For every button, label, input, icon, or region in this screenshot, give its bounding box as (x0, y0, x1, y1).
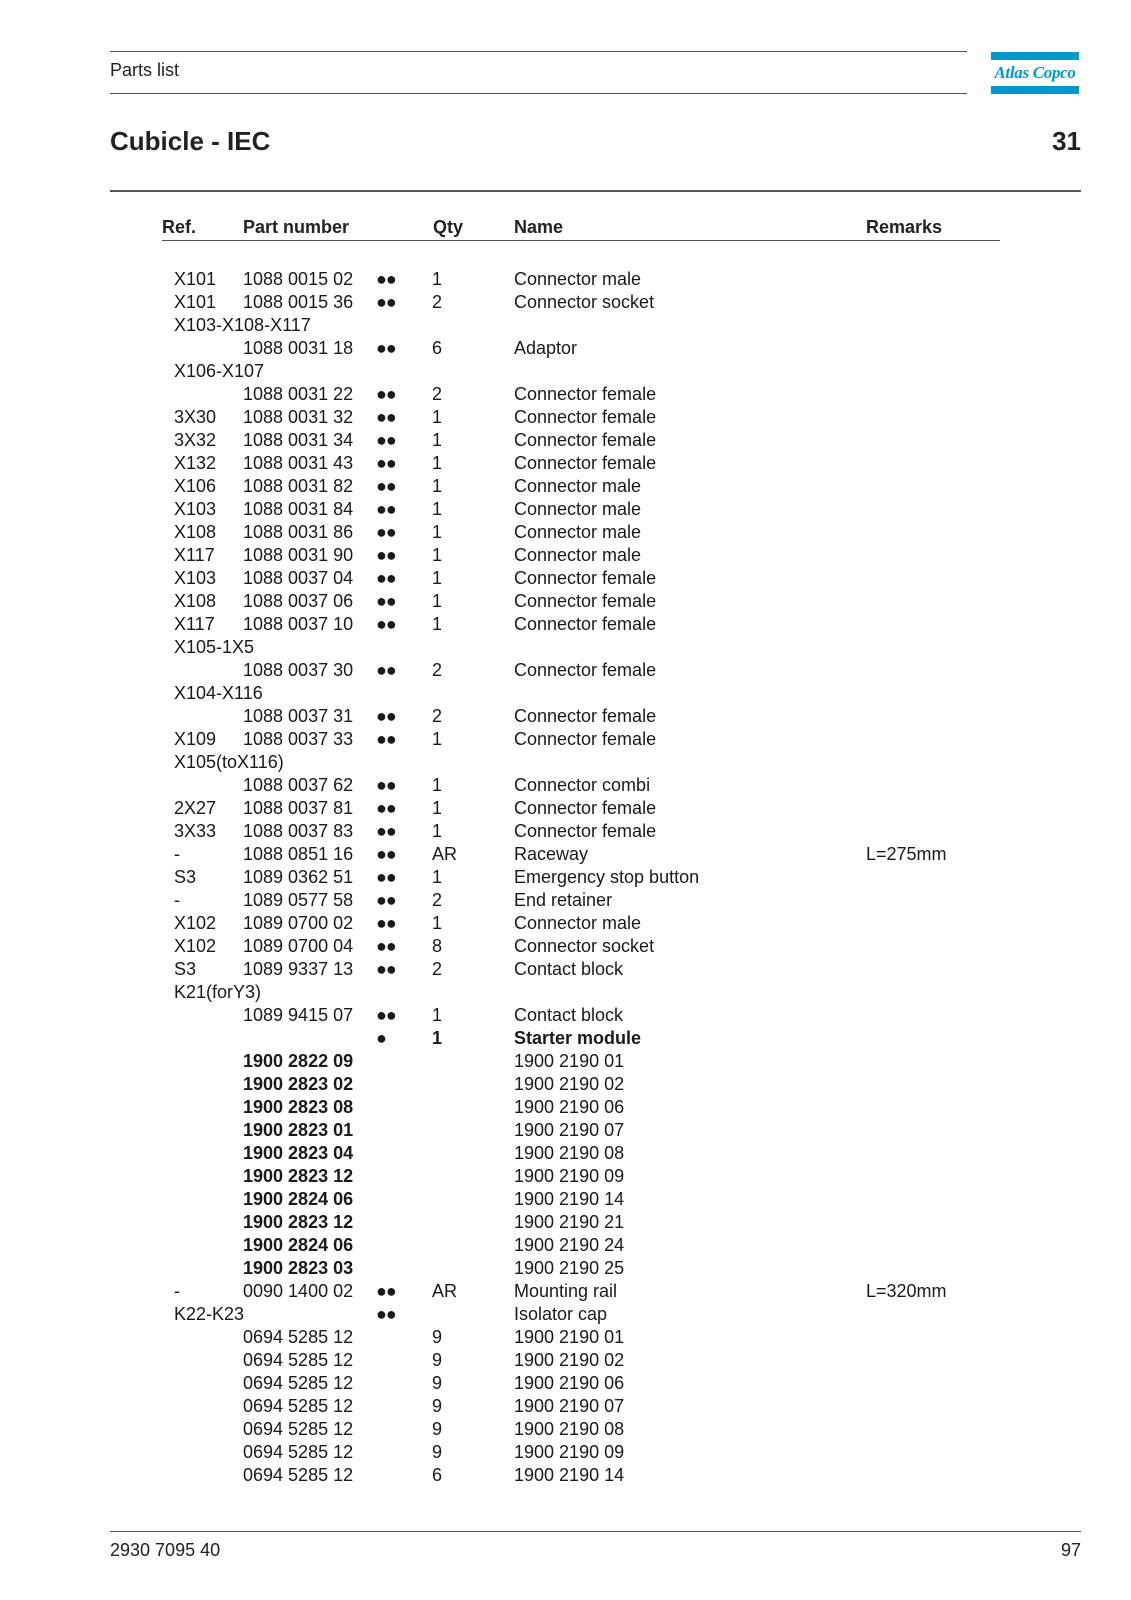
table-row (0, 728, 1131, 751)
qty-cell: 2 (432, 660, 443, 680)
qty-cell: 1 (432, 798, 443, 818)
marker-cell: ●● (376, 545, 396, 565)
name-cell: Connector female (514, 430, 657, 450)
marker-cell: ●● (376, 729, 396, 749)
name-cell: Connector male (514, 269, 642, 289)
name-cell: Connector combi (514, 775, 651, 795)
qty-cell: 9 (432, 1419, 443, 1439)
table-row (0, 475, 1131, 498)
name-cell: 1900 2190 25 (514, 1258, 625, 1278)
qty-cell: 1 (432, 499, 443, 519)
name-cell: End retainer (514, 890, 613, 910)
table-row (0, 337, 1131, 360)
part-number-cell: 1900 2823 03 (243, 1258, 354, 1278)
name-cell: Connector female (514, 798, 657, 818)
table-row (0, 1004, 1131, 1027)
part-number-cell: 1088 0031 22 (243, 384, 354, 404)
table-row (0, 498, 1131, 521)
name-cell: 1900 2190 24 (514, 1235, 625, 1255)
part-number-cell: 0694 5285 12 (243, 1465, 354, 1485)
marker-cell: ●● (376, 1005, 396, 1025)
marker-cell: ●● (376, 706, 396, 726)
table-row (0, 452, 1131, 475)
table-row (0, 1096, 1131, 1119)
qty-cell: 1 (432, 407, 443, 427)
marker-cell: ●● (376, 430, 396, 450)
name-cell: 1900 2190 02 (514, 1074, 625, 1094)
part-number-cell: 1088 0031 32 (243, 407, 354, 427)
qty-cell: 1 (432, 1028, 443, 1048)
qty-cell: 1 (432, 867, 443, 887)
part-number-cell: 0090 1400 02 (243, 1281, 354, 1301)
part-number-cell: 1900 2823 08 (243, 1097, 354, 1117)
part-number-cell: 1900 2823 12 (243, 1166, 354, 1186)
column-header-rule (162, 240, 1000, 241)
qty-cell: 2 (432, 292, 443, 312)
name-cell: Connector male (514, 522, 642, 542)
name-cell: 1900 2190 08 (514, 1143, 625, 1163)
ref-cell: X102 (174, 936, 217, 956)
table-row (0, 429, 1131, 452)
table-row (0, 1441, 1131, 1464)
table-row (0, 820, 1131, 843)
ref-cell: 3X32 (174, 430, 217, 450)
table-row (0, 268, 1131, 291)
marker-cell: ●● (376, 476, 396, 496)
qty-cell: 1 (432, 821, 443, 841)
table-row (0, 521, 1131, 544)
name-cell: Mounting rail (514, 1281, 618, 1301)
ref-cell: S3 (174, 959, 197, 979)
qty-cell: 2 (432, 384, 443, 404)
table-row (0, 1050, 1131, 1073)
part-number-cell: 1088 0031 84 (243, 499, 354, 519)
ref-cell: - (174, 844, 180, 864)
table-row (0, 1395, 1131, 1418)
marker-cell: ●● (376, 1281, 396, 1301)
logo-wordmark: Atlas Copco (994, 63, 1076, 82)
name-cell: Connector female (514, 821, 657, 841)
ref-cell: X105(toX116) (174, 752, 284, 772)
part-number-cell: 1088 0037 62 (243, 775, 354, 795)
qty-cell: AR (432, 844, 458, 864)
marker-cell: ●● (376, 798, 396, 818)
table-row (0, 1119, 1131, 1142)
table-row (0, 912, 1131, 935)
table-row (0, 797, 1131, 820)
ref-cell: 3X33 (174, 821, 217, 841)
ref-cell: X103 (174, 499, 217, 519)
name-cell: Isolator cap (514, 1304, 608, 1324)
qty-cell: 6 (432, 1465, 443, 1485)
marker-cell: ●● (376, 269, 396, 289)
table-row (0, 774, 1131, 797)
page-title: Cubicle - IEC (110, 126, 271, 156)
part-number-cell: 1900 2824 06 (243, 1235, 354, 1255)
table-row (0, 1073, 1131, 1096)
table-row (0, 1418, 1131, 1441)
qty-cell: 9 (432, 1327, 443, 1347)
part-number-cell: 1088 0851 16 (243, 844, 354, 864)
ref-cell: X132 (174, 453, 217, 473)
name-cell: Starter module (514, 1028, 642, 1048)
part-number-cell: 0694 5285 12 (243, 1373, 354, 1393)
part-number-cell: 1900 2823 12 (243, 1212, 354, 1232)
marker-cell: ●● (376, 522, 396, 542)
qty-cell: 1 (432, 476, 443, 496)
table-row (0, 544, 1131, 567)
table-row (0, 1349, 1131, 1372)
name-cell: 1900 2190 06 (514, 1373, 625, 1393)
name-cell: Adaptor (514, 338, 578, 358)
table-row (0, 613, 1131, 636)
qty-cell: 1 (432, 1005, 443, 1025)
qty-cell: 1 (432, 430, 443, 450)
marker-cell: ●● (376, 890, 396, 910)
part-number-cell: 1088 0031 90 (243, 545, 354, 565)
name-cell: Contact block (514, 959, 624, 979)
part-number-cell: 1088 0015 02 (243, 269, 354, 289)
name-cell: Contact block (514, 1005, 624, 1025)
ref-cell: - (174, 890, 180, 910)
part-number-cell: 1089 9415 07 (243, 1005, 354, 1025)
qty-cell: 1 (432, 545, 443, 565)
section-number: 31 (1052, 126, 1081, 156)
ref-cell: X117 (174, 545, 215, 565)
ref-cell: K21(forY3) (174, 982, 262, 1002)
marker-cell: ●● (376, 338, 396, 358)
marker-cell: ●● (376, 591, 396, 611)
part-number-cell: 1088 0037 81 (243, 798, 354, 818)
marker-cell: ●● (376, 844, 396, 864)
name-cell: Connector socket (514, 292, 655, 312)
table-row (0, 1257, 1131, 1280)
marker-cell: ●● (376, 499, 396, 519)
qty-cell: 1 (432, 729, 443, 749)
name-cell: 1900 2190 09 (514, 1166, 625, 1186)
name-cell: Connector female (514, 729, 657, 749)
name-cell: 1900 2190 21 (514, 1212, 625, 1232)
qty-cell: 1 (432, 913, 443, 933)
name-cell: 1900 2190 01 (514, 1051, 625, 1071)
part-number-cell: 1088 0031 34 (243, 430, 354, 450)
table-row (0, 981, 1131, 1004)
ref-cell: X103 (174, 568, 217, 588)
table-row (0, 291, 1131, 314)
ref-cell: 2X27 (174, 798, 217, 818)
name-cell: 1900 2190 09 (514, 1442, 625, 1462)
part-number-cell: 0694 5285 12 (243, 1396, 354, 1416)
name-cell: 1900 2190 06 (514, 1097, 625, 1117)
part-number-cell: 1900 2823 02 (243, 1074, 354, 1094)
remarks-cell: L=320mm (866, 1281, 947, 1301)
name-cell: Connector female (514, 591, 657, 611)
name-cell: Emergency stop button (514, 867, 700, 887)
part-number-cell: 1089 0700 02 (243, 913, 354, 933)
table-row (0, 958, 1131, 981)
part-number-cell: 1089 0362 51 (243, 867, 354, 887)
name-cell: Connector male (514, 499, 642, 519)
name-cell: 1900 2190 07 (514, 1120, 625, 1140)
ref-cell: - (174, 1281, 180, 1301)
part-number-cell: 1089 0700 04 (243, 936, 354, 956)
marker-cell: ●● (376, 292, 396, 312)
qty-cell: 1 (432, 568, 443, 588)
ref-cell: 3X30 (174, 407, 217, 427)
parts-table (0, 268, 1131, 1487)
ref-cell: X103-X108-X117 (174, 315, 311, 335)
part-number-cell: 1088 0037 10 (243, 614, 354, 634)
footer-rule (110, 1531, 1081, 1532)
qty-cell: 1 (432, 591, 443, 611)
table-row (0, 1372, 1131, 1395)
name-cell: Connector male (514, 545, 642, 565)
part-number-cell: 1088 0037 04 (243, 568, 354, 588)
marker-cell: ●● (376, 867, 396, 887)
marker-cell: ●● (376, 384, 396, 404)
column-header-ref: Ref. (162, 217, 197, 237)
table-row (0, 705, 1131, 728)
marker-cell: ●● (376, 614, 396, 634)
column-header-qty: Qty (433, 217, 464, 237)
qty-cell: 1 (432, 775, 443, 795)
atlas-copco-logo (991, 52, 1079, 94)
document-number: 2930 7095 40 (110, 1540, 221, 1560)
table-row (0, 1027, 1131, 1050)
qty-cell: 8 (432, 936, 443, 956)
ref-cell: X101 (174, 269, 217, 289)
marker-cell: ●● (376, 936, 396, 956)
marker-cell: ●● (376, 568, 396, 588)
name-cell: 1900 2190 14 (514, 1189, 625, 1209)
name-cell: 1900 2190 08 (514, 1419, 625, 1439)
remarks-cell: L=275mm (866, 844, 947, 864)
part-number-cell: 1088 0031 18 (243, 338, 354, 358)
name-cell: Connector female (514, 568, 657, 588)
logo-top-bar (991, 52, 1079, 60)
part-number-cell: 0694 5285 12 (243, 1419, 354, 1439)
name-cell: Connector male (514, 476, 642, 496)
ref-cell: X117 (174, 614, 215, 634)
marker-cell: ●● (376, 821, 396, 841)
marker-cell: ●● (376, 913, 396, 933)
marker-cell: ●● (376, 660, 396, 680)
qty-cell: 9 (432, 1373, 443, 1393)
ref-cell: S3 (174, 867, 197, 887)
part-number-cell: 0694 5285 12 (243, 1442, 354, 1462)
qty-cell: 2 (432, 959, 443, 979)
name-cell: Connector female (514, 407, 657, 427)
qty-cell: 9 (432, 1350, 443, 1370)
table-row (0, 1234, 1131, 1257)
header-top-rule (110, 51, 967, 52)
part-number-cell: 1900 2823 04 (243, 1143, 354, 1163)
part-number-cell: 1900 2822 09 (243, 1051, 354, 1071)
table-row (0, 889, 1131, 912)
part-number-cell: 1088 0031 82 (243, 476, 354, 496)
part-number-cell: 1088 0037 31 (243, 706, 354, 726)
marker-cell: ●● (376, 959, 396, 979)
name-cell: Connector female (514, 614, 657, 634)
qty-cell: 1 (432, 453, 443, 473)
table-row (0, 360, 1131, 383)
ref-cell: X109 (174, 729, 217, 749)
ref-cell: K22-K23 (174, 1304, 245, 1324)
table-row (0, 751, 1131, 774)
table-row (0, 636, 1131, 659)
part-number-cell: 1088 0037 33 (243, 729, 354, 749)
table-row (0, 314, 1131, 337)
part-number-cell: 1088 0037 30 (243, 660, 354, 680)
qty-cell: 9 (432, 1442, 443, 1462)
table-row (0, 1303, 1131, 1326)
ref-cell: X108 (174, 522, 217, 542)
table-row (0, 935, 1131, 958)
qty-cell: 2 (432, 890, 443, 910)
name-cell: 1900 2190 01 (514, 1327, 625, 1347)
part-number-cell: 1088 0031 43 (243, 453, 354, 473)
part-number-cell: 1088 0031 86 (243, 522, 354, 542)
name-cell: Raceway (514, 844, 589, 864)
name-cell: 1900 2190 02 (514, 1350, 625, 1370)
name-cell: 1900 2190 07 (514, 1396, 625, 1416)
table-row (0, 1142, 1131, 1165)
name-cell: Connector female (514, 706, 657, 726)
header-bottom-rule (110, 93, 967, 94)
column-header-remarks: Remarks (866, 217, 943, 237)
name-cell: Connector female (514, 453, 657, 473)
part-number-cell: 1900 2823 01 (243, 1120, 354, 1140)
qty-cell: 1 (432, 269, 443, 289)
part-number-cell: 1088 0015 36 (243, 292, 354, 312)
name-cell: Connector male (514, 913, 642, 933)
qty-cell: 2 (432, 706, 443, 726)
part-number-cell: 1088 0037 83 (243, 821, 354, 841)
marker-cell: ●● (376, 775, 396, 795)
table-row (0, 682, 1131, 705)
name-cell: Connector socket (514, 936, 655, 956)
table-row (0, 1165, 1131, 1188)
part-number-cell: 1089 9337 13 (243, 959, 354, 979)
table-row (0, 1188, 1131, 1211)
qty-cell: 1 (432, 614, 443, 634)
ref-cell: X108 (174, 591, 217, 611)
marker-cell: ●● (376, 453, 396, 473)
table-row (0, 590, 1131, 613)
table-row (0, 843, 1131, 866)
qty-cell: 9 (432, 1396, 443, 1416)
logo-bottom-bar (991, 86, 1079, 94)
qty-cell: AR (432, 1281, 458, 1301)
table-row (0, 1280, 1131, 1303)
qty-cell: 6 (432, 338, 443, 358)
table-row (0, 406, 1131, 429)
table-row (0, 1464, 1131, 1487)
table-row (0, 659, 1131, 682)
marker-cell: ● (376, 1028, 386, 1048)
page-number: 97 (1060, 1540, 1081, 1560)
name-cell: Connector female (514, 660, 657, 680)
qty-cell: 1 (432, 522, 443, 542)
table-row (0, 866, 1131, 889)
table-row (0, 1211, 1131, 1234)
ref-cell: X105-1X5 (174, 637, 255, 657)
section-label: Parts list (110, 60, 180, 80)
marker-cell: ●● (376, 1304, 396, 1324)
table-row (0, 383, 1131, 406)
name-cell: Connector female (514, 384, 657, 404)
part-number-cell: 1088 0037 06 (243, 591, 354, 611)
part-number-cell: 1900 2824 06 (243, 1189, 354, 1209)
table-row (0, 1326, 1131, 1349)
column-header-part-number: Part number (243, 217, 350, 237)
table-row (0, 567, 1131, 590)
name-cell: 1900 2190 14 (514, 1465, 625, 1485)
ref-cell: X104-X116 (174, 683, 263, 703)
ref-cell: X102 (174, 913, 217, 933)
part-number-cell: 0694 5285 12 (243, 1350, 354, 1370)
part-number-cell: 1089 0577 58 (243, 890, 354, 910)
column-header-name: Name (514, 217, 564, 237)
part-number-cell: 0694 5285 12 (243, 1327, 354, 1347)
ref-cell: X106 (174, 476, 217, 496)
ref-cell: X101 (174, 292, 217, 312)
ref-cell: X106-X107 (174, 361, 265, 381)
title-rule (110, 190, 1081, 192)
marker-cell: ●● (376, 407, 396, 427)
